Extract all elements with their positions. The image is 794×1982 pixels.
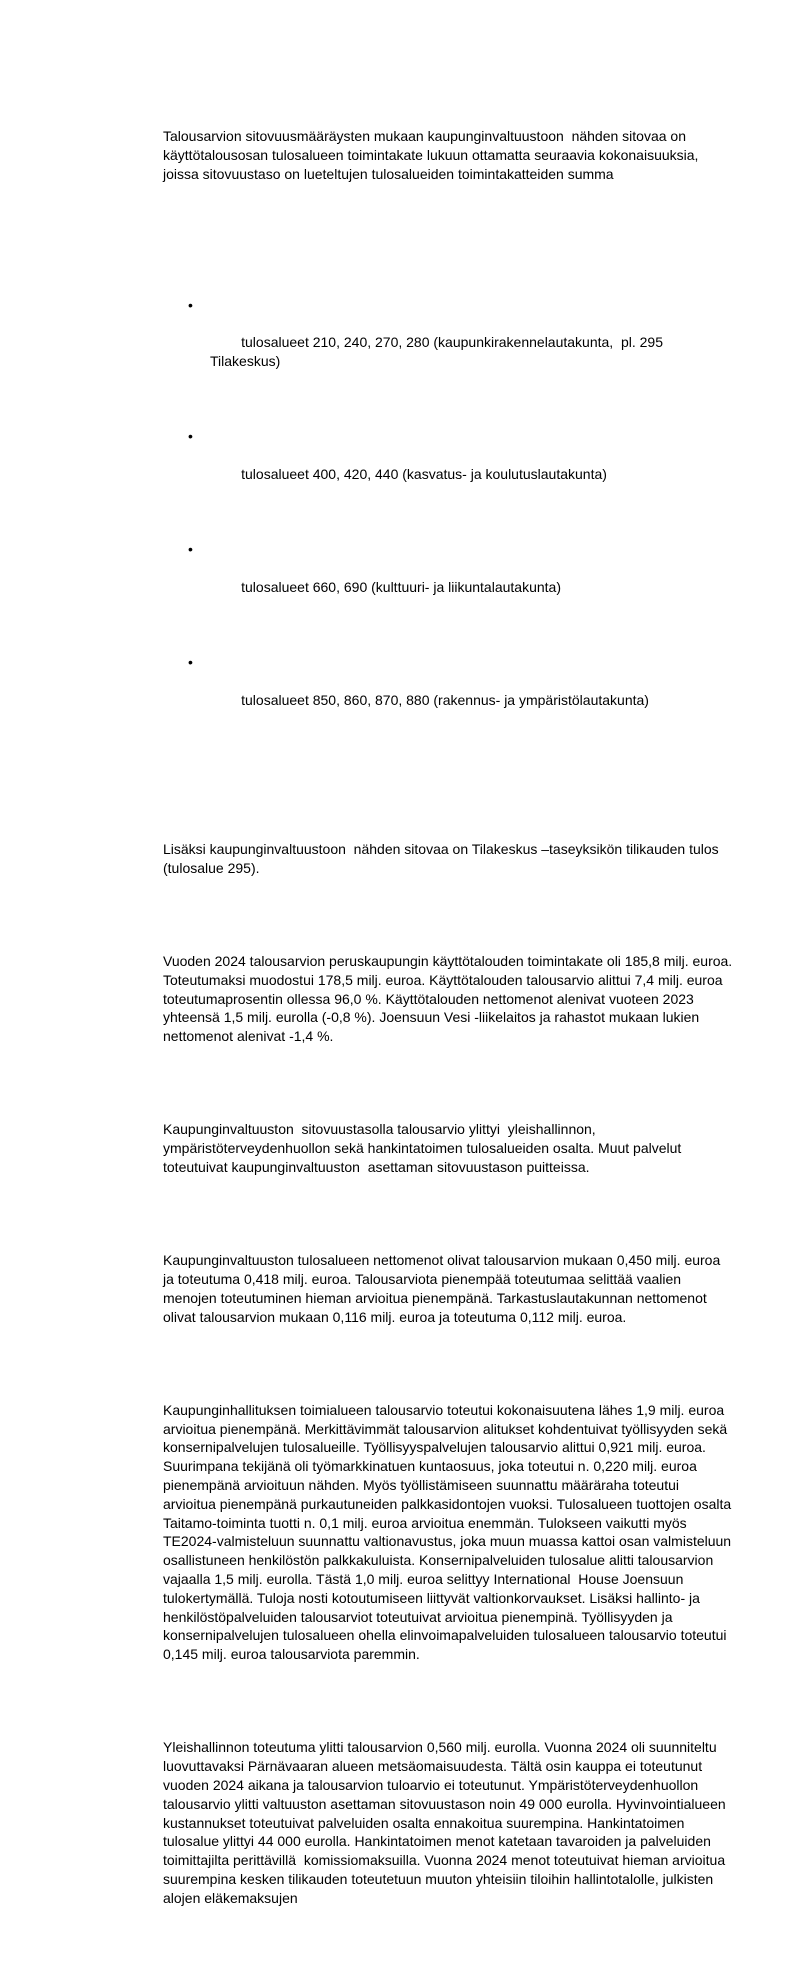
bullet-item: [163, 653, 735, 728]
paragraph-tilakeskus: Lisäksi kaupunginvaltuustoon nähden sitovaa on Tilakeskus –taseyksikön tilikauden tulos (tulosalue 295).: [163, 841, 723, 876]
paragraph-sitovuustaso-ylitykset: Kaupunginvaltuuston sitovuustasolla talousarvio ylittyi yleishallinnon, ympäristöterveydenhuollon sekä hankintatoimen tulosalueiden osalta. Muut palvelut toteutuivat kaupunginvaltuuston asettaman sitovuustason puitteissa.: [163, 1121, 686, 1176]
bullet-item: [163, 427, 735, 502]
bullet-icon: •: [188, 428, 193, 445]
bullet-icon: •: [188, 541, 193, 558]
bullet-text: tulosalueet 400, 420, 440 (kasvatus- ja koulutuslautakunta): [241, 465, 607, 482]
bullet-text: tulosalueet 660, 690 (kulttuuri- ja liikuntalautakunta): [241, 578, 561, 595]
bullet-list: [163, 258, 735, 766]
bullet-text: tulosalueet 210, 240, 270, 280 (kaupunkirakennelautakunta, pl. 295 Tilakeskus): [210, 334, 667, 370]
paragraph-valtuuston-nettomenot: Kaupunginvaltuuston tulosalueen nettomenot olivat talousarvion mukaan 0,450 milj. euroa ja toteutuma 0,418 milj. euroa. Talousarviota pienempää toteutumaa selittää vaalien menojen toteutuminen hieman arvioitua pienempänä. Tarkastuslautakunnan nettomenot olivat talousarvion mukaan 0,116 milj. euroa ja toteutuma 0,112 milj. euroa.: [163, 1252, 725, 1325]
bullet-item: [163, 296, 735, 390]
bullet-icon: •: [188, 296, 193, 313]
paragraph-vuoden-2024-toimintakate: Vuoden 2024 talousarvion peruskaupungin käyttötalouden toimintakate oli 185,8 milj. euroa. Toteutumaksi muodostui 178,5 milj. euroa. Käyttötalouden talousarvio alittui 7,4 milj. euroa toteutumaprosentin ollessa 96,0 %. Käyttötalouden nettomenot alenivat vuoteen 2023 yhteensä 1,5 milj. eurolla (-0,8 %). Joensuun Vesi -liikelaitos ja rahastot mukaan lukien nettomenot alenivat -1,4 %.: [163, 953, 736, 1045]
paragraph-kaupunginhallituksen-toimialue: Kaupunginhallituksen toimialueen talousarvio toteutui kokonaisuutena lähes 1,9 milj. euroa arvioitua pienempänä. Merkittävimmät talousarvion alitukset kohdentuivat työllisyyden sekä konsernipalvelujen tulosalueille. Työllisyyspalvelujen talousarvio alittui 0,921 milj. euroa. Suurimpana tekijänä oli työmarkkinatuen kuntaosuus, joka toteutui n. 0,220 milj. euroa pienempänä arvioituun nähden. Myös työllistämiseen suunnattu määräraha toteutui arvioitua pienempänä purkautuneiden palkkasidontojen vuoksi. Tulosalueen tuottojen osalta Taitamo-toiminta tuotti n. 0,1 milj. euroa arvioitua enemmän. Tulokseen vaikutti myös TE2024-valmisteluun suunnattu valtionavustus, joka muun muassa kattoi osan valmisteluun osallistuneen henkilöstön palkkakuluista. Konsernipalveluiden tulosalue alitti talousarvion vajaalla 1,5 milj. eurolla. Tästä 1,0 milj. euroa selittyy International House Joensuun tulokertymällä. Tuloja nosti kotoutumiseen liittyvät valtionkorvaukset. Lisäksi hallinto- ja henkilöstöpalveluiden talousarviot toteutuivat arvioitua pienempinä. Työllisyyden ja konsernipalvelujen tulosalueen ohella elinvoimapalveluiden tulosalueen talousarvio toteutui 0,145 milj. euroa talousarviota paremmin.: [163, 1401, 735, 1663]
bullet-icon: •: [188, 653, 193, 670]
bullet-item: [163, 540, 735, 615]
paragraph-intro: Talousarvion sitovuusmääräysten mukaan kaupunginvaltuustoon nähden sitovaa on käyttötalousosan tulosalueen toimintakate lukuun ottamatta seuraavia kokonaisuuksia, joissa sitovuustaso on lueteltujen tulosalueiden toimintakatteiden summa: [163, 128, 703, 182]
bullet-text: tulosalueet 850, 860, 870, 880 (rakennus- ja ympäristölautakunta): [241, 691, 649, 708]
page-content: [163, 71, 735, 1982]
paragraph-yleishallinnon-toteutuma: Yleishallinnon toteutuma ylitti talousarvion 0,560 milj. eurolla. Vuonna 2024 oli suunniteltu luovuttavaksi Pärnävaaran alueen metsäomaisuudesta. Tältä osin kauppa ei toteutunut vuoden 2024 aikana ja talousarvion tuloarvio ei toteutunut. Ympäristöterveydenhuollon talousarvio ylitti valtuuston asettaman sitovuustason noin 49 000 eurolla. Hyvinvointialueen kustannukset toteutuivat palveluiden osalta ennakoitua suurempina. Hankintatoimen tulosalue ylittyi 44 000 eurolla. Hankintatoimen menot katetaan tavaroiden ja palveluiden toimittajilta perittävillä komissiomaksuilla. Vuonna 2024 menot toteutuivat hieman arvioitua suurempina kesken tilikauden toteutetuun muuton yhteisiin tiloihin hallintotalolle, julkisten alojen eläkemaksujen: [163, 1739, 734, 1906]
